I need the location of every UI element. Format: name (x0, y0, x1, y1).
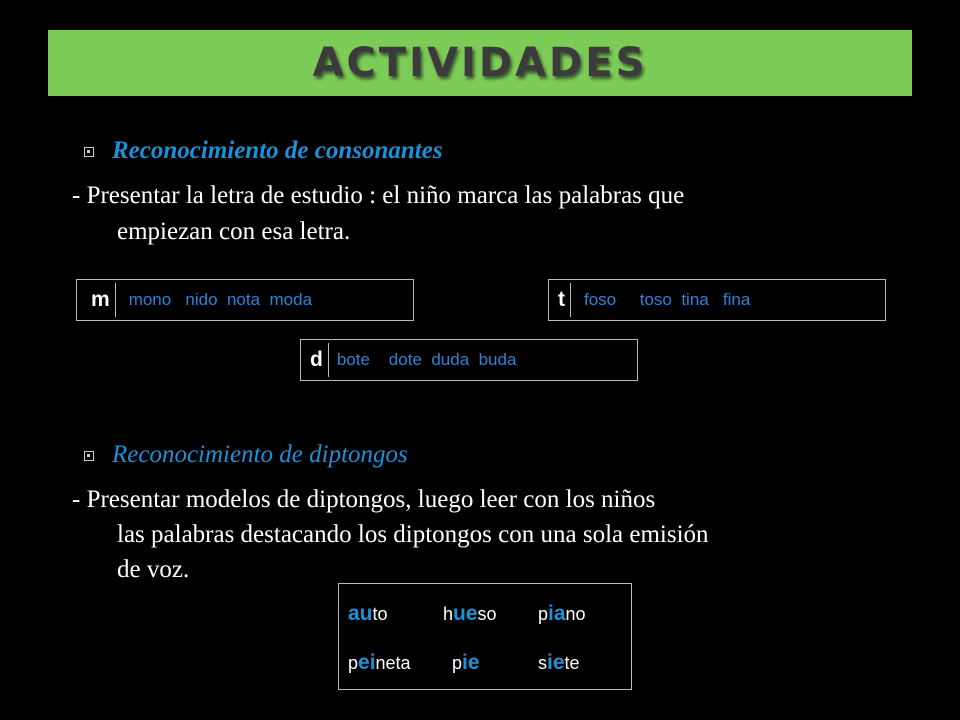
bullet-diptongos (84, 441, 408, 469)
diptongos-text-line3: de voz. (117, 556, 190, 583)
box-words: mono nido nota moda (128, 290, 313, 309)
word-box-d (300, 339, 638, 381)
diphthong-word-peineta: peineta (348, 651, 411, 674)
square-bullet-icon (84, 451, 94, 461)
box-letter: m (91, 288, 110, 311)
diphthong-word-hueso: hueso (443, 602, 497, 625)
box-letter: d (310, 348, 323, 371)
diphthong-word-siete: siete (538, 651, 580, 674)
heading-diptongos: Reconocimiento de diptongos (112, 441, 408, 468)
word-box-m (76, 279, 414, 321)
diptongos-text-line2: las palabras destacando los diptongos con una sola emisión (117, 521, 709, 548)
box-words: foso toso tina fina (584, 290, 751, 309)
word-box-t (548, 279, 886, 321)
square-bullet-icon (84, 147, 94, 157)
consonantes-text-line1: - Presentar la letra de estudio : el niño marca las palabras que (72, 182, 685, 209)
diphthong-box (338, 583, 632, 690)
diptongos-text-line1: - Presentar modelos de diptongos, luego leer con los niños (72, 486, 656, 513)
diphthong-word-auto: auto (348, 602, 388, 625)
bullet-consonantes (84, 137, 443, 165)
consonantes-text-line2: empiezan con esa letra. (117, 218, 351, 245)
slide-title: ACTIVIDADES (312, 40, 648, 86)
diphthong-word-piano: piano (538, 602, 586, 625)
box-letter: t (558, 288, 565, 311)
box-words: bote dote duda buda (336, 350, 517, 369)
title-bar (48, 30, 912, 96)
diphthong-word-pie: pie (452, 651, 480, 674)
heading-consonantes: Reconocimiento de consonantes (112, 137, 443, 164)
